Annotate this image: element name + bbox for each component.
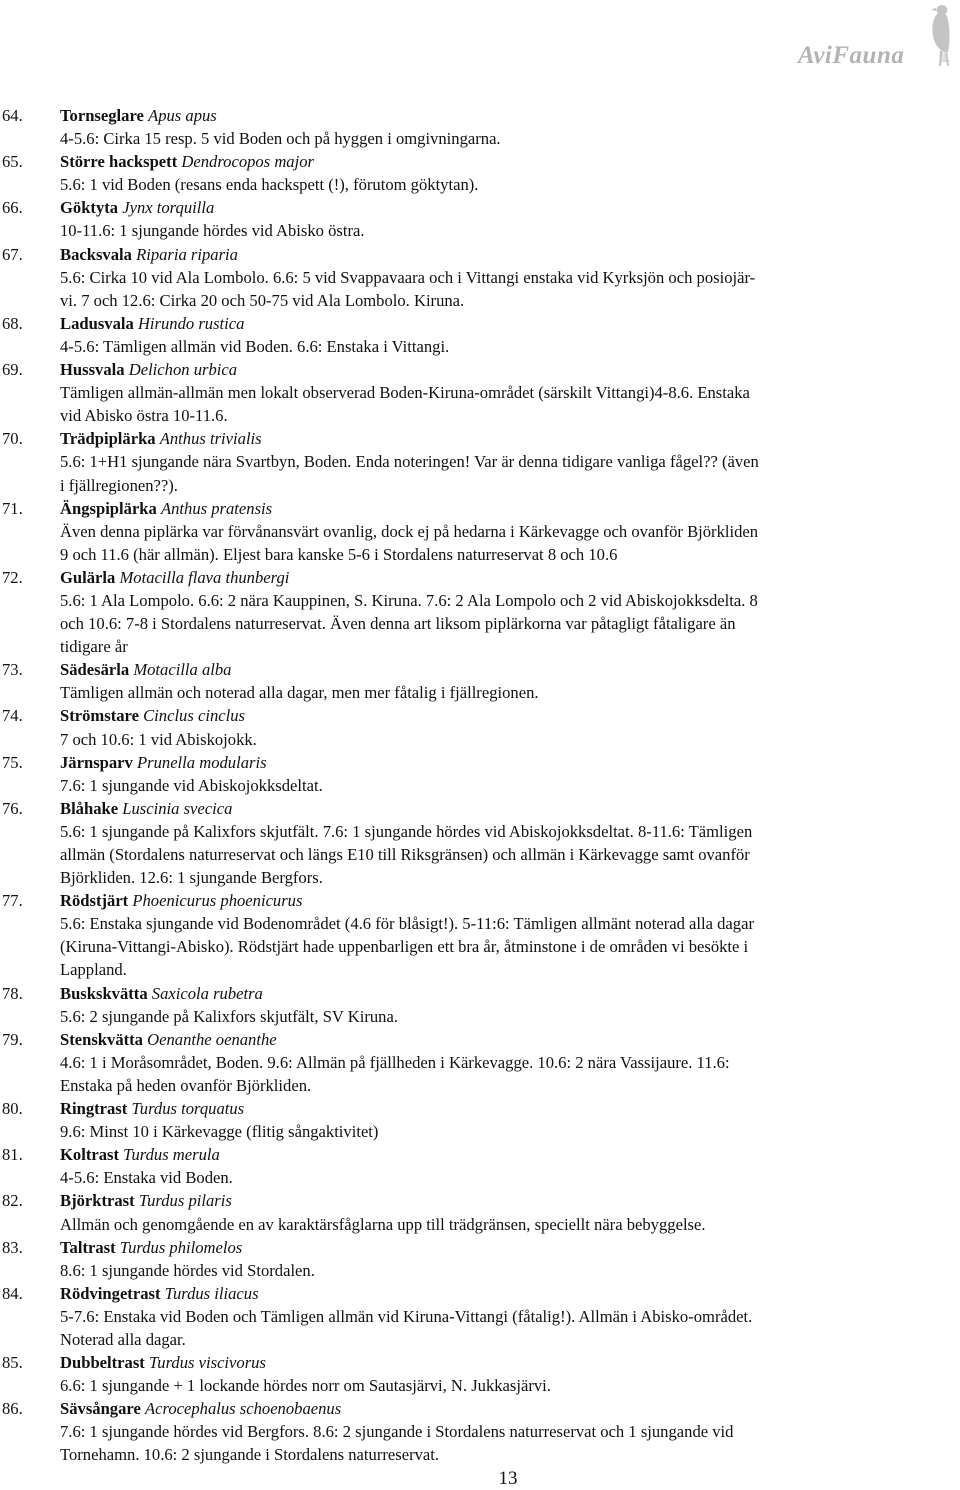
species-title [60, 196, 214, 219]
species-common-name: Dubbeltrast [60, 1353, 145, 1373]
page-number: 13 [498, 1468, 518, 1489]
species-heading [0, 1097, 960, 1120]
species-heading [0, 704, 960, 727]
species-title [60, 1189, 232, 1212]
species-heading [0, 889, 960, 912]
species-entry [0, 358, 960, 427]
species-common-name: Trädpiplärka [60, 429, 156, 449]
species-entry [0, 889, 960, 981]
species-heading [0, 427, 960, 450]
species-number: 75. [2, 752, 23, 772]
description-line: 10-11.6: 1 sjungande hördes vid Abisko östra. [60, 221, 365, 241]
species-common-name: Större hackspett [60, 152, 178, 172]
description-line: 5.6: 1 sjungande på Kalixfors skjutfält. 7.6: 1 sjungande hördes vid Abiskojokksdeltat. 8-11.6: Tämligen [60, 821, 753, 841]
species-description [60, 335, 902, 358]
species-latin-name: Turdus iliacus [164, 1283, 259, 1303]
species-heading [0, 797, 960, 820]
species-heading [0, 1236, 960, 1259]
species-entry [0, 427, 960, 496]
description-line: 5.6: 1 vid Boden (resans enda hackspett (!), förutom göktytan). [60, 175, 479, 195]
species-entry [0, 1097, 960, 1143]
species-heading [0, 104, 960, 127]
species-description [60, 1374, 902, 1397]
description-line: 4.6: 1 i Moråsområdet, Boden. 9.6: Allmän på fjällheden i Kärkevagge. 10.6: 2 nära Vassijaure. 11.6: [60, 1052, 730, 1072]
species-number: 85. [2, 1353, 23, 1373]
species-latin-name: Motacilla alba [133, 660, 232, 680]
species-common-name: Göktyta [60, 198, 119, 218]
species-latin-name: Phoenicurus phoenicurus [132, 891, 303, 911]
species-entry [0, 658, 960, 704]
species-title [60, 1097, 244, 1120]
species-description [60, 381, 902, 427]
species-entry [0, 1351, 960, 1397]
description-line: tidigare år [60, 637, 128, 657]
species-entry [0, 751, 960, 797]
species-title [60, 1351, 266, 1374]
species-title [60, 658, 231, 681]
species-number: 82. [2, 1191, 23, 1211]
species-entry [0, 704, 960, 750]
species-entry [0, 1189, 960, 1235]
description-line: 9.6: Minst 10 i Kärkevagge (flitig sångaktivitet) [60, 1122, 379, 1142]
species-common-name: Blåhake [60, 798, 119, 818]
species-common-name: Rödvingetrast [60, 1283, 161, 1303]
species-entry [0, 1236, 960, 1282]
species-title [60, 1236, 242, 1259]
species-title [60, 751, 267, 774]
species-number: 76. [2, 798, 23, 818]
species-latin-name: Apus apus [148, 106, 217, 125]
species-common-name: Buskskvätta [60, 983, 148, 1003]
species-number: 65. [2, 152, 23, 172]
species-description [60, 774, 902, 797]
species-latin-name: Saxicola rubetra [151, 983, 263, 1003]
species-title [60, 104, 217, 127]
species-number: 66. [2, 198, 23, 218]
species-description [60, 173, 902, 196]
species-latin-name: Turdus philomelos [119, 1237, 243, 1257]
species-description [60, 1166, 902, 1189]
species-latin-name: Delichon urbica [128, 360, 238, 380]
species-description [60, 589, 902, 658]
species-common-name: Rödstjärt [60, 891, 129, 911]
species-latin-name: Turdus torquatus [131, 1099, 245, 1119]
species-heading [0, 982, 960, 1005]
species-entry [0, 566, 960, 658]
species-title [60, 312, 244, 335]
species-common-name: Ringtrast [60, 1099, 128, 1119]
species-number: 83. [2, 1237, 23, 1257]
species-latin-name: Cinclus cinclus [143, 706, 245, 726]
species-latin-name: Luscinia svecica [122, 798, 233, 818]
description-line: (Kiruna-Vittangi-Abisko). Rödstjärt hade uppenbarligen ett bra år, åtminstone i de områden vi besökte i [60, 937, 749, 957]
species-entry [0, 150, 960, 196]
species-description [60, 450, 902, 496]
species-list [0, 104, 960, 1467]
species-number: 81. [2, 1145, 23, 1165]
species-number: 77. [2, 891, 23, 911]
species-description [60, 1120, 902, 1143]
species-heading [0, 196, 960, 219]
species-common-name: Backsvala [60, 244, 132, 264]
description-line: 8.6: 1 sjungande hördes vid Stordalen. [60, 1260, 315, 1280]
species-common-name: Strömstare [60, 706, 139, 726]
species-common-name: Stenskvätta [60, 1029, 143, 1049]
species-latin-name: Motacilla flava thunbergi [119, 567, 290, 587]
species-entry [0, 1282, 960, 1351]
species-latin-name: Anthus pratensis [161, 498, 273, 518]
species-description [60, 820, 902, 889]
logo-text: AviFauna [798, 42, 905, 69]
species-heading [0, 1028, 960, 1051]
species-number: 70. [2, 429, 23, 449]
species-description [60, 219, 902, 242]
description-line: 7.6: 1 sjungande hördes vid Bergfors. 8.6: 2 sjungande i Stordalens naturreservat och 1 sjungande vid [60, 1422, 734, 1442]
description-line: Lappland. [60, 960, 127, 980]
species-heading [0, 358, 960, 381]
species-description [60, 1420, 902, 1466]
species-entry [0, 797, 960, 889]
species-description [60, 520, 902, 566]
description-line: Tämligen allmän och noterad alla dagar, men mer fåtalig i fjällregionen. [60, 683, 539, 703]
species-common-name: Sävsångare [60, 1399, 141, 1419]
description-line: 4-5.6: Tämligen allmän vid Boden. 6.6: Enstaka i Vittangi. [60, 336, 450, 356]
species-common-name: Järnsparv [60, 752, 133, 772]
species-title [60, 982, 263, 1005]
species-number: 68. [2, 313, 23, 333]
species-description [60, 912, 902, 981]
species-number: 64. [2, 106, 23, 125]
species-latin-name: Acrocephalus schoenobaenus [145, 1399, 342, 1419]
species-title [60, 358, 237, 381]
species-number: 72. [2, 567, 23, 587]
species-common-name: Sädesärla [60, 660, 130, 680]
species-heading [0, 1189, 960, 1212]
species-heading [0, 243, 960, 266]
description-line: vid Abisko östra 10-11.6. [60, 406, 228, 426]
species-title [60, 566, 289, 589]
species-number: 86. [2, 1399, 23, 1419]
species-description [60, 1051, 902, 1097]
description-line: allmän (Stordalens naturreservat och längs E10 till Riksgränsen) och allmän i Kärkevagge samt ovanför [60, 845, 750, 864]
species-heading [0, 751, 960, 774]
description-line: Tornehamn. 10.6: 2 sjungande i Stordalens naturreservat. [60, 1445, 440, 1465]
species-entry [0, 982, 960, 1028]
species-latin-name: Turdus viscivorus [148, 1353, 266, 1373]
species-entry [0, 1143, 960, 1189]
species-number: 84. [2, 1283, 23, 1303]
species-entry [0, 104, 960, 150]
species-number: 69. [2, 360, 23, 380]
species-heading [0, 1143, 960, 1166]
species-entry [0, 196, 960, 242]
species-latin-name: Turdus pilaris [138, 1191, 232, 1211]
species-heading [0, 658, 960, 681]
species-latin-name: Anthus trivialis [159, 429, 262, 449]
description-line: 9 och 11.6 (här allmän). Eljest bara kanske 5-6 i Stordalens naturreservat 8 och 10.6 [60, 544, 618, 564]
species-heading [0, 566, 960, 589]
species-heading [0, 312, 960, 335]
description-line: Även denna piplärka var förvånansvärt ovanlig, dock ej på hedarna i Kärkevagge och ovanför Björkliden [60, 521, 759, 541]
species-latin-name: Oenanthe oenanthe [147, 1029, 277, 1049]
species-heading [0, 1282, 960, 1305]
description-line: Björkliden. 12.6: 1 sjungande Bergfors. [60, 868, 323, 888]
species-entry [0, 243, 960, 312]
species-title [60, 427, 262, 450]
species-heading [0, 1397, 960, 1420]
species-entry [0, 1397, 960, 1466]
description-line: 4-5.6: Cirka 15 resp. 5 vid Boden och på hyggen i omgivningarna. [60, 129, 501, 149]
species-latin-name: Dendrocopos major [181, 152, 314, 172]
species-title [60, 704, 245, 727]
description-line: 5.6: Enstaka sjungande vid Bodenområdet (4.6 för blåsigt!). 5-11:6: Tämligen allmänt noterad alla dagar [60, 914, 754, 934]
species-title [60, 243, 238, 266]
description-line: Allmän och genomgående en av karaktärsfåglarna upp till trädgränsen, speciellt nära bebyggelse. [60, 1214, 706, 1234]
description-line: 4-5.6: Enstaka vid Boden. [60, 1168, 233, 1188]
species-title [60, 1397, 341, 1420]
description-line: 6.6: 1 sjungande + 1 lockande hördes norr om Sautasjärvi, N. Jukkasjärvi. [60, 1376, 551, 1396]
description-line: 5.6: 2 sjungande på Kalixfors skjutfält, SV Kiruna. [60, 1006, 398, 1026]
species-description [60, 681, 902, 704]
species-number: 71. [2, 498, 23, 518]
description-line: Enstaka på heden ovanför Björkliden. [60, 1075, 312, 1095]
species-title [60, 797, 232, 820]
avifauna-logo [790, 0, 960, 74]
species-title [60, 497, 272, 520]
species-latin-name: Turdus merula [123, 1145, 220, 1165]
species-description [60, 1259, 902, 1282]
species-latin-name: Hirundo rustica [137, 313, 245, 333]
species-latin-name: Prunella modularis [137, 752, 267, 772]
species-title [60, 1143, 220, 1166]
species-number: 78. [2, 983, 23, 1003]
description-line: vi. 7 och 12.6: Cirka 20 och 50-75 vid Ala Lombolo. Kiruna. [60, 290, 465, 310]
description-line: 5.6: 1 Ala Lompolo. 6.6: 2 nära Kauppinen, S. Kiruna. 7.6: 2 Ala Lompolo och 2 vid Abiskojokksdelta. 8 [60, 590, 758, 610]
species-heading [0, 1351, 960, 1374]
species-entry [0, 497, 960, 566]
description-line: 5-7.6: Enstaka vid Boden och Tämligen allmän vid Kiruna-Vittangi (fåtalig!). Allmän i Abisko-området. [60, 1306, 753, 1326]
species-number: 79. [2, 1029, 23, 1049]
species-description [60, 728, 902, 751]
description-line: 5.6: 1+H1 sjungande nära Svartbyn, Boden. Enda noteringen! Var är denna tidigare vanliga fågel?? (även [60, 452, 759, 472]
species-description [60, 1305, 902, 1351]
species-common-name: Tornseglare [60, 106, 144, 125]
species-common-name: Björktrast [60, 1191, 135, 1211]
species-number: 73. [2, 660, 23, 680]
species-number: 74. [2, 706, 23, 726]
description-line: 5.6: Cirka 10 vid Ala Lombolo. 6.6: 5 vid Svappavaara och i Vittangi enstaka vid Kyrksjön och posiojär- [60, 267, 756, 287]
description-line: Noterad alla dagar. [60, 1329, 186, 1349]
species-entry [0, 1028, 960, 1097]
description-line: och 10.6: 7-8 i Stordalens naturreservat. Även denna art liksom piplärkorna var påtagligt fåtaligare än [60, 614, 736, 634]
description-line: 7 och 10.6: 1 vid Abiskojokk. [60, 729, 257, 749]
species-number: 80. [2, 1099, 23, 1119]
species-common-name: Gulärla [60, 567, 116, 587]
description-line: i fjällregionen??). [60, 475, 178, 495]
species-heading [0, 150, 960, 173]
species-description [60, 127, 902, 150]
species-common-name: Taltrast [60, 1237, 116, 1257]
species-common-name: Ängspiplärka [60, 498, 157, 518]
species-common-name: Koltrast [60, 1145, 119, 1165]
species-title [60, 889, 302, 912]
species-description [60, 1005, 902, 1028]
species-number: 67. [2, 244, 23, 264]
description-line: Tämligen allmän-allmän men lokalt observerad Boden-Kiruna-området (särskilt Vittangi)4-8.6. Enstaka [60, 383, 750, 403]
species-title [60, 1282, 259, 1305]
species-description [60, 266, 902, 312]
species-common-name: Ladusvala [60, 313, 134, 333]
species-heading [0, 497, 960, 520]
species-common-name: Hussvala [60, 360, 125, 380]
species-latin-name: Riparia riparia [136, 244, 238, 264]
species-entry [0, 312, 960, 358]
species-title [60, 1028, 277, 1051]
species-description [60, 1213, 902, 1236]
description-line: 7.6: 1 sjungande vid Abiskojokksdeltat. [60, 775, 323, 795]
species-title [60, 150, 314, 173]
species-latin-name: Jynx torquilla [122, 198, 215, 218]
